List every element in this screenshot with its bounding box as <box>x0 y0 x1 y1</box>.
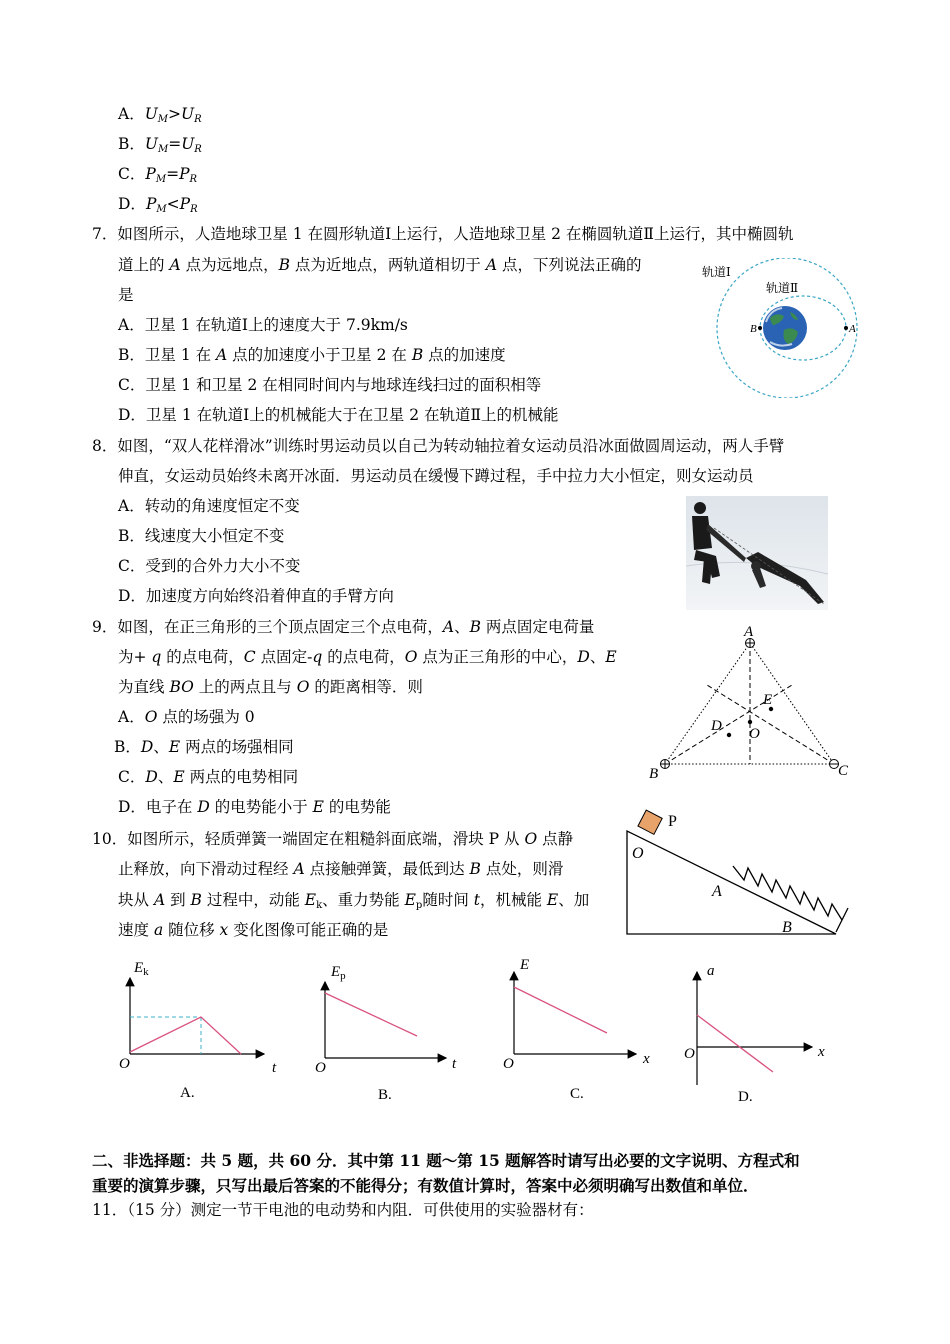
graph-c-origin: O <box>503 1056 514 1072</box>
q10-stem-line3: 块从 A 到 B 过程中，动能 $E_k$、重力势能 $E_p$随时间 t，机械能 E、加 <box>118 891 590 911</box>
figure-skating-photo <box>686 496 828 610</box>
label-d: D <box>711 718 722 734</box>
orbit-point-b-label: B <box>750 323 757 335</box>
q7-stem-line2: 道上的 A 点为远地点，B 点为近地点，两轨道相切于 A 点，下列说法正确的 <box>118 256 642 274</box>
graph-d-xlabel: x <box>818 1044 825 1060</box>
label-o: O <box>632 845 644 862</box>
q6-option-b: B．$U_M=U_R$ <box>118 135 202 155</box>
q8-stem-line1: 8．如图，“双人花样滑冰”训练时男运动员以自己为转动轴拉着女运动员沿冰面做圆周运动，两人手臂 <box>92 437 785 455</box>
q9-option-a: A．O 点的场强为 0 <box>118 708 255 726</box>
q6-option-d: D．$P_M<P_R$ <box>118 195 198 215</box>
q8-option-c: C．受到的合外力大小不变 <box>118 557 301 575</box>
graph-c-caption: C. <box>570 1086 584 1102</box>
graph-a <box>119 960 277 1101</box>
q6-option-c: C．$P_M=P_R$ <box>118 165 198 185</box>
q7-option-d: D．卫星 1 在轨道Ⅰ上的机械能大于在卫星 2 在轨道Ⅱ上的机械能 <box>118 406 559 424</box>
orbit-1-label: 轨道Ⅰ <box>702 265 731 279</box>
q8-option-b: B．线速度大小恒定不变 <box>118 527 285 545</box>
label-o: O <box>749 726 760 742</box>
graph-a-caption: A. <box>180 1085 195 1101</box>
q10-stem-line4: 速度 a 随位移 x 变化图像可能正确的是 <box>118 921 389 939</box>
q11-stem-line1: 11．（15 分）测定一节干电池的电动势和内阻．可供使用的实验器材有： <box>92 1201 594 1219</box>
incline-spring-figure <box>620 808 860 938</box>
graph-b-caption: B. <box>378 1087 392 1103</box>
graph-d-caption: D. <box>738 1089 753 1105</box>
section2-heading-line1: 二、非选择题：共 5 题，共 60 分．其中第 11 题～第 15 题解答时请写出必要的文字说明、方程式和 <box>92 1151 800 1170</box>
earth-icon <box>763 306 807 350</box>
label-b: B <box>649 766 659 782</box>
q7-option-b: B．卫星 1 在 A 点的加速度小于卫星 2 在 B 点的加速度 <box>118 346 506 364</box>
q9-stem-line3: 为直线 BO 上的两点且与 O 的距离相等．则 <box>118 678 423 696</box>
graph-a-origin: O <box>119 1056 130 1072</box>
label-p: P <box>668 813 677 830</box>
q6-option-a: A．$U_M>U_R$ <box>118 105 202 125</box>
orbit-figure <box>695 258 870 398</box>
q10-stem-line2: 止释放，向下滑动过程经 A 点接触弹簧，最低到达 B 点处，则滑 <box>118 860 564 878</box>
graph-a-ylabel: $E_k$ <box>134 960 149 978</box>
graph-b-xlabel: t <box>452 1056 457 1072</box>
incline-triangle <box>627 831 836 934</box>
q9-option-b: B．D、E 两点的场强相同 <box>114 738 294 756</box>
section2-heading-line2: 重要的演算步骤，只写出最后答案的不能得分；有数值计算时，答案中必须明确写出数值和单位． <box>92 1176 759 1195</box>
label-e: E <box>763 692 773 708</box>
point-d-dot <box>727 733 731 737</box>
graph-a-xlabel: t <box>272 1060 277 1076</box>
label-a: A <box>712 883 722 900</box>
graph-c-xlabel: x <box>643 1051 650 1067</box>
graph-a-curve <box>130 1017 241 1054</box>
q8-option-d: D．加速度方向始终沿着伸直的手臂方向 <box>118 587 394 605</box>
graph-c-ylabel: E <box>520 957 530 973</box>
q9-option-d: D．电子在 D 的电势能小于 E 的电势能 <box>118 798 391 816</box>
point-o-dot <box>748 720 752 724</box>
q10-stem-line1: 10．如图所示，轻质弹簧一端固定在粗糙斜面底端，滑块 P 从 O 点静 <box>92 830 574 848</box>
graph-b-ylabel: $E_p$ <box>331 964 346 982</box>
point-b-marker <box>758 326 762 330</box>
q7-option-c: C．卫星 1 和卫星 2 在相同时间内与地球连线扫过的面积相等 <box>118 376 542 394</box>
q7-stem-line3: 是 <box>118 286 134 304</box>
q8-stem-line2: 伸直，女运动员始终未离开冰面．男运动员在缓慢下蹲过程，手中拉力大小恒定，则女运动员 <box>118 467 754 485</box>
graph-c-curve <box>514 987 607 1033</box>
graph-d <box>684 963 825 1105</box>
graph-b-origin: O <box>315 1060 326 1076</box>
graph-b-curve <box>325 993 417 1036</box>
graph-d-origin: O <box>684 1046 695 1062</box>
q9-stem-line1: 9．如图，在正三角形的三个顶点固定三个点电荷，A、B 两点固定电荷量 <box>92 618 595 636</box>
q7-stem-line1: 7．如图所示，人造地球卫星 1 在圆形轨道Ⅰ上运行，人造地球卫星 2 在椭圆轨道Ⅱ上运行，其中椭圆轨 <box>92 225 794 243</box>
label-b: B <box>782 919 792 936</box>
q9-stem-line2: 为+ q 的点电荷，C 点固定-q 的点电荷，O 点为正三角形的中心，D、E <box>118 648 617 666</box>
q8-option-a: A．转动的角速度恒定不变 <box>118 497 300 515</box>
graph-b <box>315 964 457 1103</box>
q9-option-c: C．D、E 两点的电势相同 <box>118 768 299 786</box>
triangle-charge-figure <box>645 618 855 784</box>
orbit-2-label: 轨道Ⅱ <box>766 281 799 295</box>
block-p <box>638 810 662 834</box>
graph-c <box>503 957 650 1102</box>
point-a-marker <box>844 326 848 330</box>
graph-d-curve <box>697 1015 773 1072</box>
orbit-point-a-label: A <box>849 323 856 335</box>
q10-graph-options <box>100 950 850 1110</box>
graph-d-ylabel: a <box>707 963 715 979</box>
label-a: A <box>744 624 754 640</box>
label-c: C <box>838 763 849 779</box>
q7-option-a: A．卫星 1 在轨道Ⅰ上的速度大于 7.9km/s <box>118 316 408 334</box>
